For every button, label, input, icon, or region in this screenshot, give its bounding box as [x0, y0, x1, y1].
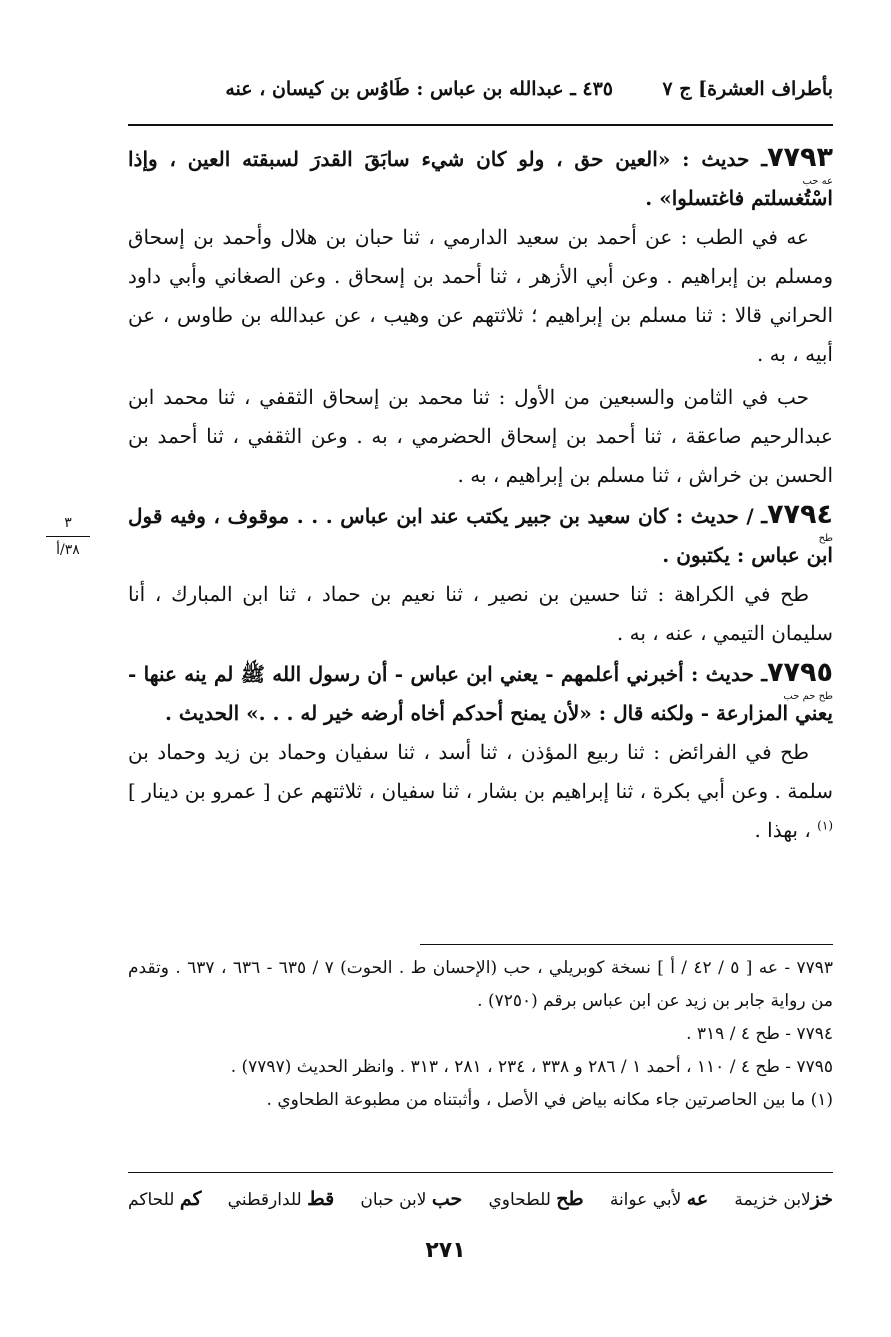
margin-folio-note — [40, 512, 96, 561]
hadith-text: ـ / حديث : كان سعيد بن جبير يكتب عند ابن عباس . . . موقوف ، وفيه قول ابن عباس : يكتبون . — [128, 504, 833, 567]
running-head-chapter: ٤٣٥ ـ عبدالله بن عباس : طَاوُس بن كيسان ، عنه — [225, 78, 613, 100]
page-number: ٢٧١ — [425, 1238, 466, 1263]
footnote-ref[interactable]: (١) — [817, 818, 833, 833]
hadith-7793 — [128, 138, 833, 218]
running-head — [128, 72, 833, 106]
abbreviation-item: خزلابن خزيمة — [734, 1188, 833, 1210]
footnote-item: ٧٧٩٥ - طح ٤ / ١١٠ ، أحمد ١ / ٢٨٦ و ٣٣٨ ، ٢٣٤ ، ٢٨١ ، ٣١٣ . وانظر الحديث (٧٧٩٧) . — [230, 1057, 833, 1077]
running-head-volume: بأطراف العشرة] ج ٧ — [662, 78, 833, 100]
main-text — [128, 138, 833, 850]
abbreviation-item: طح للطحاوي — [488, 1188, 584, 1210]
hadith-sigla: طح حم حب — [783, 691, 833, 702]
footnote-item: ٧٧٩٣ - عه [ ٥ / ٤٢ / أ ] نسخة كوبريلي ، حب (الإحسان ط . الحوت) ٧ / ٦٣٥ - ٦٣٦ ، ٦٣٧ . وتقدم من رواية جابر بن زيد عن ابن عباس برقم (٧٢٥٠) . — [128, 958, 834, 1011]
takhrij-paragraph: طح في الفرائض : ثنا ربيع المؤذن ، ثنا أسد ، ثنا سفيان وحماد بن زيد وحماد بن سلمة . وعن أبي بكرة ، ثنا إبراهيم بن بشار ، ثنا سفيان ، ثلاثتهم عن [ عمرو بن دينار ]$^{(١)}$ ، بهذا . — [128, 740, 833, 842]
takhrij-paragraph: حب في الثامن والسبعين من الأول : ثنا محمد بن إسحاق الثقفي ، ثنا محمد ابن عبدالرحيم صاعقة ، ثنا أحمد بن إسحاق الحضرمي ، به . وعن الثقفي ، ثنا أحمد بن الحسن بن خراش ، ثنا مسلم بن إبراهيم ، به . — [128, 385, 833, 487]
hadith-sigla: طح — [818, 533, 833, 544]
hadith-number: ٧٧٩٤ طح — [767, 499, 833, 544]
abbreviation-item: قط للدارقطني — [227, 1188, 335, 1210]
margin-note-bottom: ٣٨/أ — [56, 542, 80, 558]
margin-note-top: ٣ — [64, 515, 72, 531]
footnote-item: (١) ما بين الحاصرتين جاء مكانه بياض في الأصل ، وأثبتناه من مطبوعة الطحاوي . — [266, 1090, 833, 1110]
hadith-number: ٧٧٩٣ عه حب — [767, 142, 833, 187]
footnote-item: ٧٧٩٤ - طح ٤ / ٣١٩ . — [686, 1024, 833, 1044]
hadith-text: ـ حديث : أخبرني أعلمهم - يعني ابن عباس - أن رسول الله ﷺ لم ينه عنها - يعني المزارعة - ولكنه قال : «لأن يمنح أحدكم أخاه أرضه خير له . . .» الحديث . — [128, 662, 833, 725]
footnotes — [128, 952, 833, 1117]
abbreviations-key — [128, 1184, 833, 1215]
header-rule — [128, 124, 833, 126]
notes-rule — [420, 944, 833, 945]
hadith-sigla: عه حب — [802, 176, 833, 187]
hadith-text: ـ حديث : «العين حق ، ولو كان شيء سابَقَ القدرَ لسبقته العين ، وإذا اسْتُغسلتم فاغتسلوا» . — [128, 147, 833, 210]
margin-note-divider — [46, 536, 90, 537]
abbreviation-item: عه لأبي عوانة — [609, 1188, 709, 1210]
abbreviations-rule — [128, 1172, 833, 1173]
takhrij-paragraph: عه في الطب : عن أحمد بن سعيد الدارمي ، ثنا حبان بن هلال وأحمد بن إسحاق ومسلم بن إبراهيم . وعن أبي الأزهر ، ثنا أحمد بن إسحاق . وعن الصغاني وأبي داود الحراني قالا : ثنا مسلم بن إبراهيم ؛ ثلاثتهم عن وهيب ، عن عبدالله بن طاوس ، عن أبيه ، به . — [128, 225, 833, 366]
hadith-number: ٧٧٩٥ طح حم حب — [767, 657, 833, 702]
abbreviation-item: كم للحاكم — [128, 1188, 202, 1210]
hadith-7795 — [128, 653, 833, 733]
abbreviation-item: حب لابن حبان — [360, 1188, 463, 1210]
hadith-7794 — [128, 495, 833, 575]
takhrij-paragraph: طح في الكراهة : ثنا حسين بن نصير ، ثنا نعيم بن حماد ، ثنا ابن المبارك ، أنا سليمان التيمي ، عنه ، به . — [128, 582, 833, 645]
